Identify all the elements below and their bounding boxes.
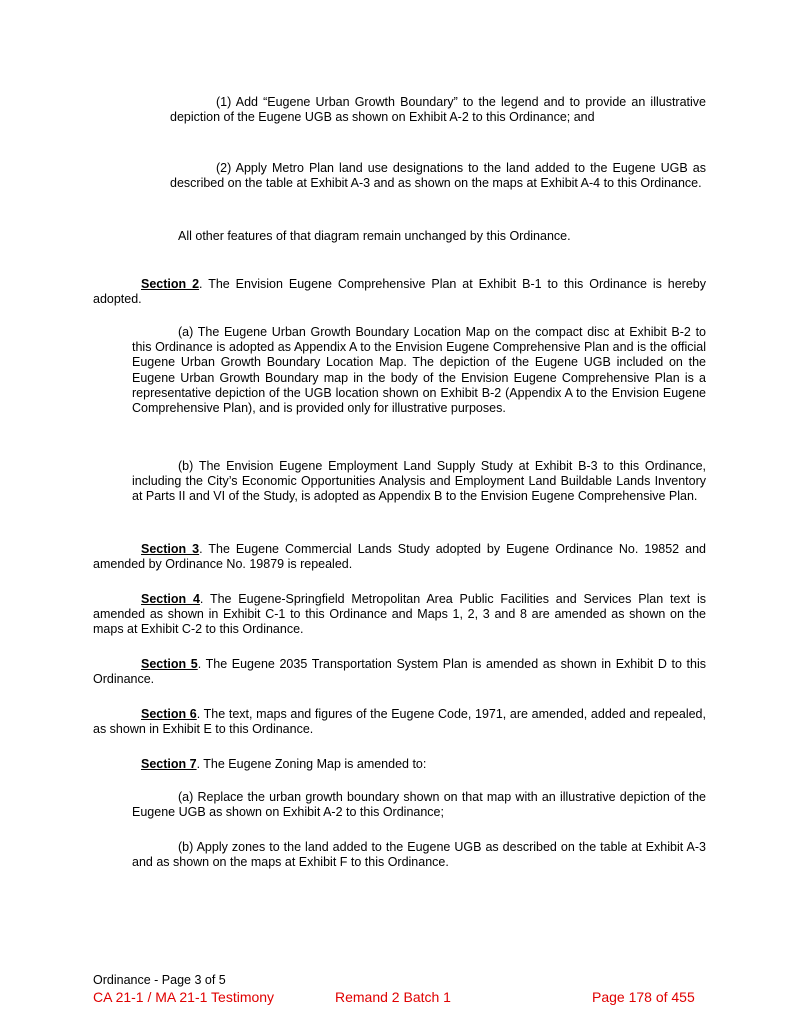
section-2-paragraph <box>93 277 706 307</box>
footer-page-label: Ordinance - Page 3 of 5 <box>93 973 226 987</box>
item-1-paragraph <box>170 95 706 125</box>
section-7a-paragraph <box>132 790 706 820</box>
unchanged-paragraph <box>178 229 706 244</box>
section-7-paragraph <box>93 757 706 772</box>
item-1-text: (1) Add “Eugene Urban Growth Boundary” to the legend and to provide an illustrative depiction of the Eugene UGB as shown on Exhibit A-2 to this Ordinance; and <box>170 95 706 125</box>
item-2-text: (2) Apply Metro Plan land use designations to the land added to the Eugene UGB as described on the table at Exhibit A-3 and as shown on the maps at Exhibit A-4 to this Ordinance. <box>170 161 706 191</box>
section-7-label: Section 7 <box>141 757 197 771</box>
section-4-label: Section 4 <box>141 592 200 606</box>
section-3-paragraph <box>93 542 706 572</box>
section-5-paragraph <box>93 657 706 687</box>
footer-page-count: Page 178 of 455 <box>592 989 695 1005</box>
footer-testimony: CA 21-1 / MA 21-1 Testimony <box>93 989 275 1005</box>
section-6-text: . The text, maps and figures of the Eugene Code, 1971, are amended, added and repealed, as shown in Exhibit E to this Ordinance. <box>93 707 706 737</box>
section-3-text: . The Eugene Commercial Lands Study adopted by Eugene Ordinance No. 19852 and amended by Ordinance No. 19879 is repealed. <box>93 542 706 572</box>
section-6-label: Section 6 <box>141 707 197 721</box>
section-2-text: . The Envision Eugene Comprehensive Plan at Exhibit B-1 to this Ordinance is hereby adopted. <box>93 277 706 307</box>
footer-batch: Remand 2 Batch 1 <box>335 989 451 1005</box>
section-6-paragraph <box>93 707 706 737</box>
section-4-text: . The Eugene-Springfield Metropolitan Area Public Facilities and Services Plan text is amended as shown in Exhibit C-1 to this Ordinance and Maps 1, 2, 3 and 8 are amended as shown on the maps at Exhibit C-2 to this Ordinance. <box>93 592 706 637</box>
section-3-label: Section 3 <box>141 542 200 556</box>
section-7a-text: (a) Replace the urban growth boundary shown on that map with an illustrative depiction of the Eugene UGB as shown on Exhibit A-2 to this Ordinance; <box>132 790 706 820</box>
section-5-label: Section 5 <box>141 657 198 671</box>
section-2b-paragraph <box>132 459 706 505</box>
section-7b-paragraph <box>132 840 706 870</box>
section-2b-text: (b) The Envision Eugene Employment Land Supply Study at Exhibit B-3 to this Ordinance, including the City’s Economic Opportunities Analysis and Employment Land Buildable Lands Inventory at Parts II and VI of the Study, is adopted as Appendix B to the Envision Eugene Comprehensive Plan. <box>132 459 706 504</box>
item-2-paragraph <box>170 161 706 191</box>
section-2a-paragraph <box>132 325 706 416</box>
section-5-text: . The Eugene 2035 Transportation System Plan is amended as shown in Exhibit D to this Ordinance. <box>93 657 706 687</box>
section-2-label: Section 2 <box>141 277 200 291</box>
section-7b-text: (b) Apply zones to the land added to the Eugene UGB as described on the table at Exhibit A-3 and as shown on the maps at Exhibit F to this Ordinance. <box>132 840 706 870</box>
section-4-paragraph <box>93 592 706 638</box>
section-2a-text: (a) The Eugene Urban Growth Boundary Location Map on the compact disc at Exhibit B-2 to this Ordinance is adopted as Appendix A to the Envision Eugene Comprehensive Plan and is the official Eugene Urban Growth Boundary Location Map. The depiction of the Eugene UGB included on the Eugene Urban Growth Boundary map in the body of the Envision Eugene Comprehensive Plan is a representative depiction of the UGB location shown on Exhibit B-2 (Appendix A to the Envision Eugene Comprehensive Plan), and is provided only for illustrative purposes. <box>132 325 706 416</box>
section-7-text: . The Eugene Zoning Map is amended to: <box>196 757 427 771</box>
unchanged-text: All other features of that diagram remain unchanged by this Ordinance. <box>178 229 571 243</box>
